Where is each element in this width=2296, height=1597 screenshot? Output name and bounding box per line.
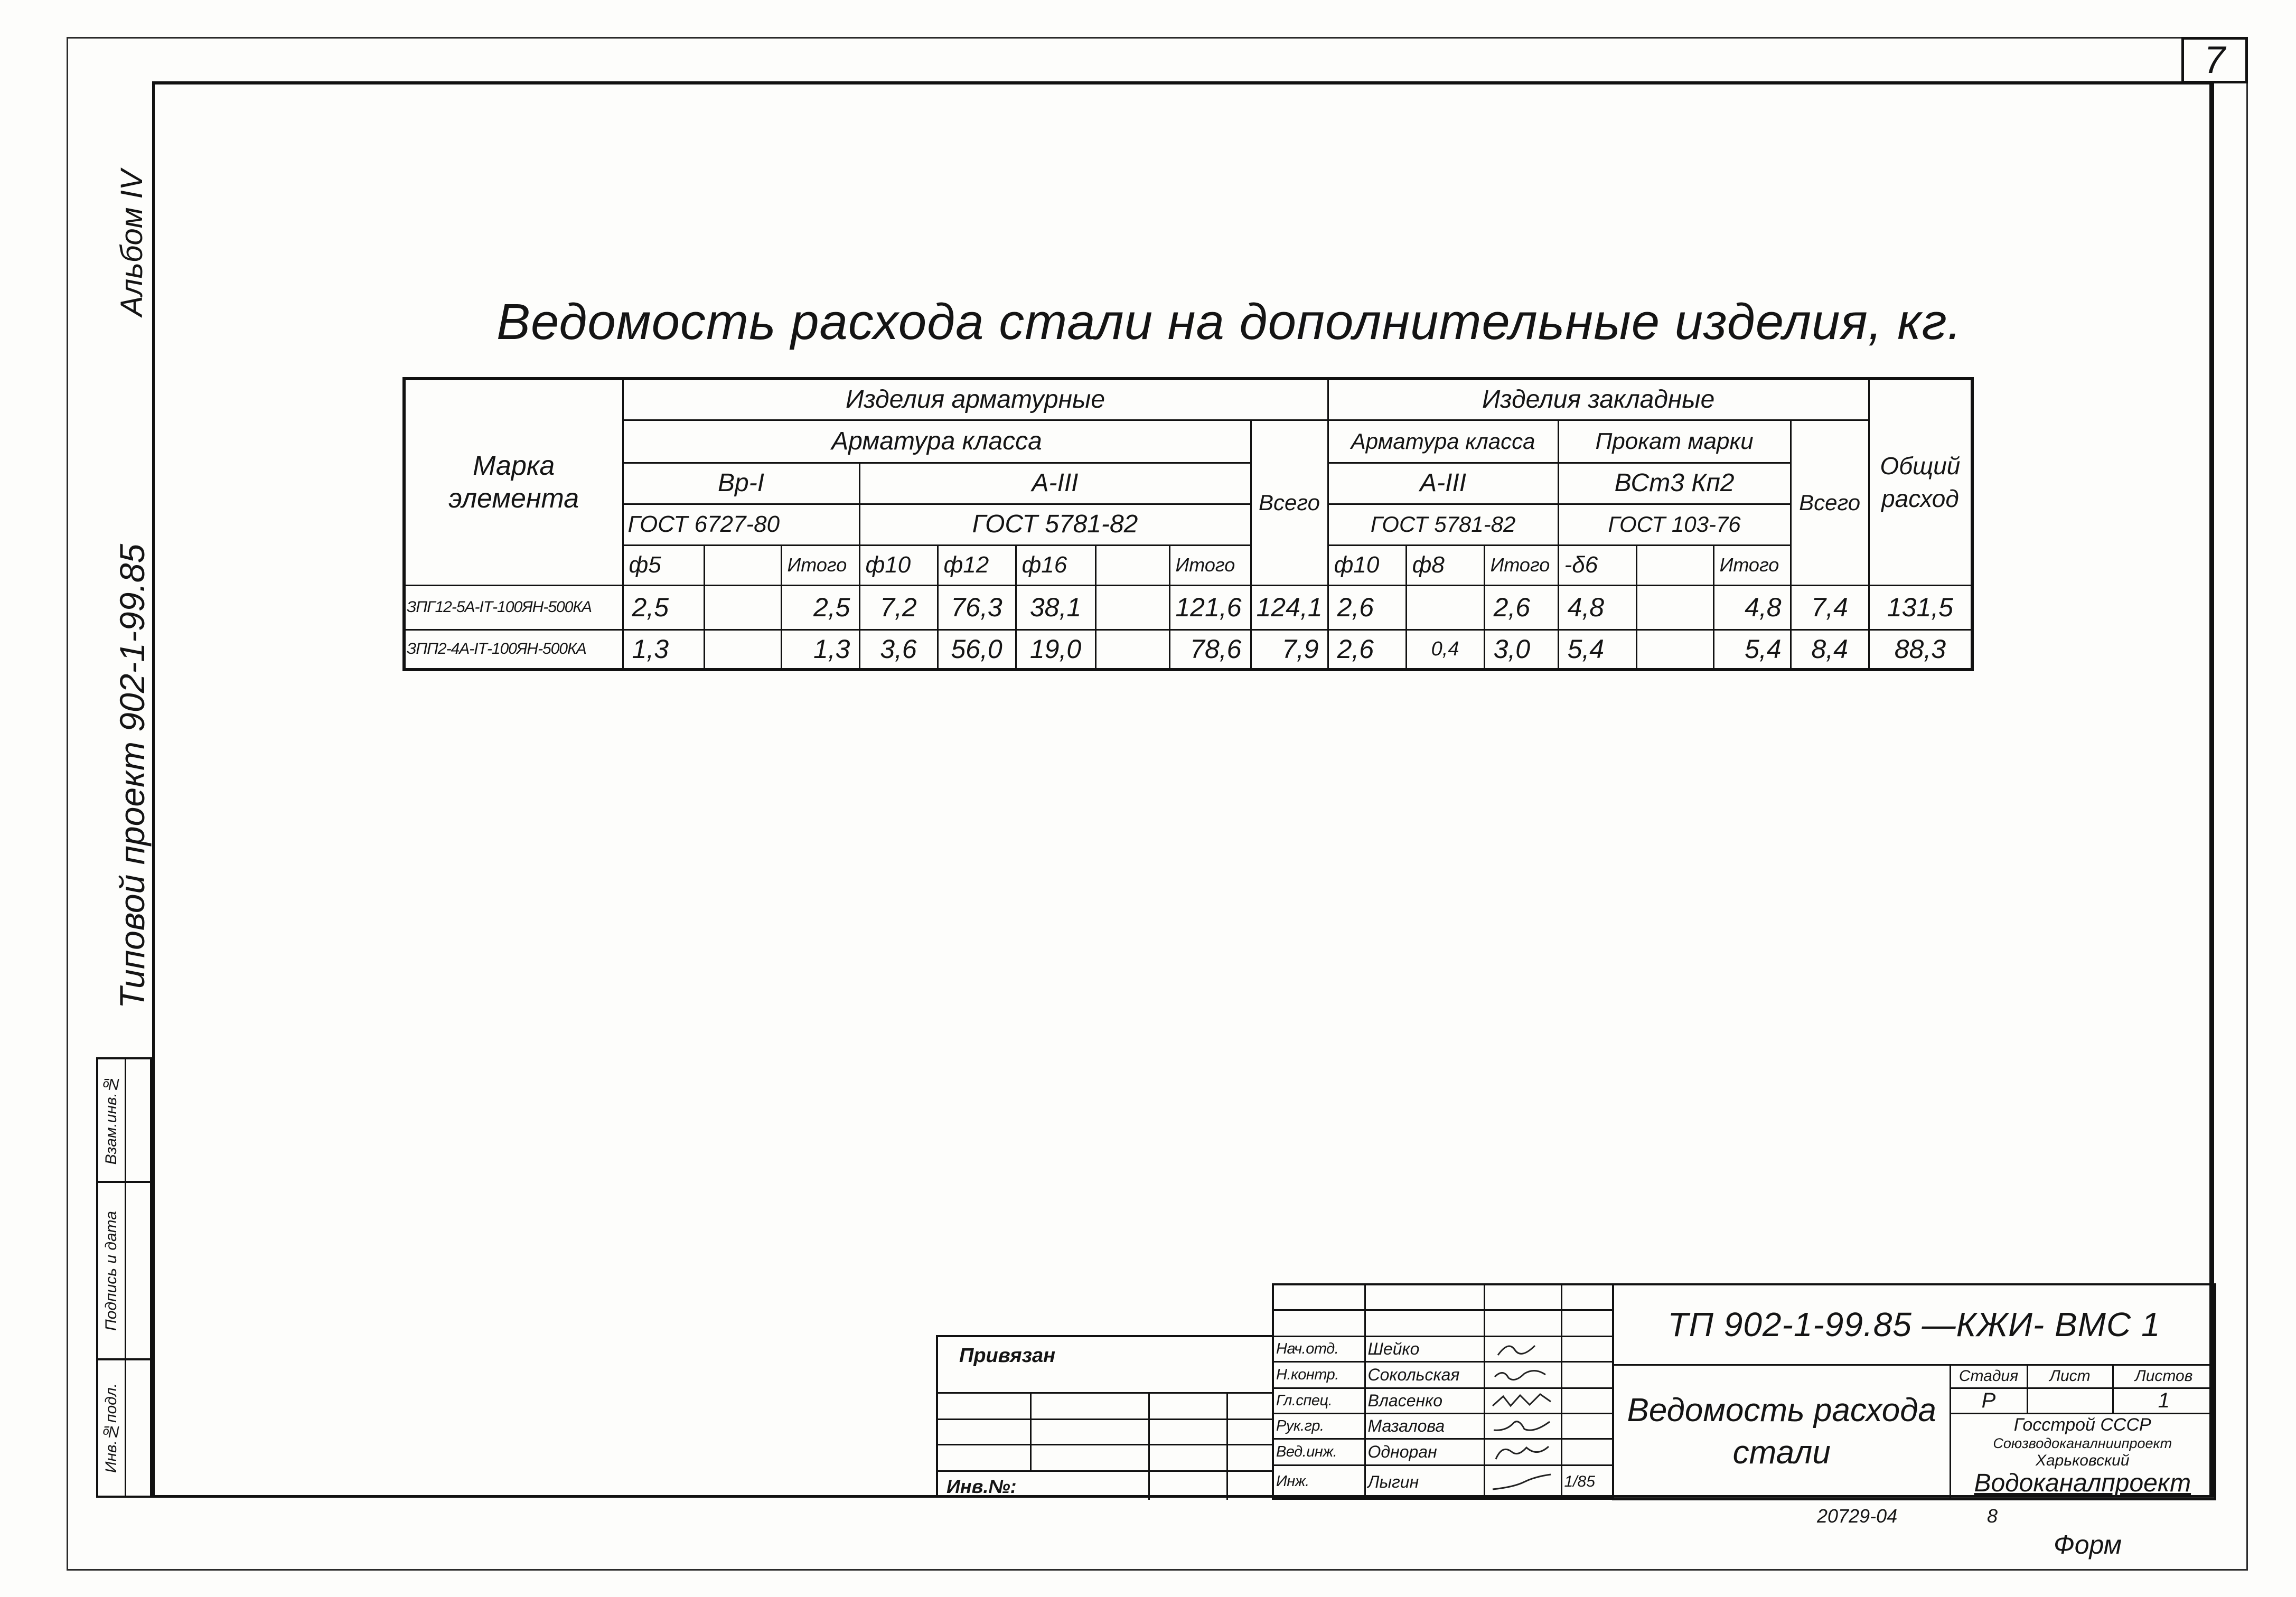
- table-cell: [704, 585, 781, 630]
- header-mark: Марка элемента: [404, 379, 623, 585]
- header-gost-6727: ГОСТ 6727-80: [623, 504, 859, 545]
- signature-name: Одноран: [1365, 1439, 1484, 1465]
- stage-value: Р: [1950, 1388, 2027, 1413]
- org-line: Госстрой СССР: [2013, 1414, 2151, 1435]
- table-cell: 2,5: [623, 585, 704, 630]
- table-cell: 7,2: [859, 585, 938, 630]
- signature-name: Власенко: [1365, 1388, 1484, 1413]
- copy-number: 8: [1987, 1505, 1998, 1527]
- signature-mark: [1484, 1361, 1561, 1388]
- table-cell: [1095, 585, 1169, 630]
- subheader-cell: ф16: [1016, 545, 1095, 585]
- drawing-code: ТП 902-1-99.85 —КЖИ- ВМС 1: [1613, 1284, 2215, 1365]
- table-row: [404, 585, 1972, 630]
- page-number: 7: [2181, 37, 2248, 83]
- table-cell: 3,0: [1484, 630, 1558, 670]
- table-cell: [1636, 630, 1713, 670]
- table-cell: 4,8: [1558, 585, 1636, 630]
- element-mark: ЗПГ12-5А-IТ-100ЯН-500КА: [404, 585, 623, 630]
- subheader-cell: ф12: [938, 545, 1016, 585]
- signature-name: Лыгин: [1365, 1465, 1484, 1499]
- subheader-cell: ф10: [1328, 545, 1406, 585]
- title-block: [1612, 1283, 2216, 1500]
- strip-sign-date: [96, 1181, 152, 1360]
- sheet-name: Ведомость расхода стали: [1613, 1365, 1950, 1499]
- table-cell: [1406, 585, 1484, 630]
- subheader-cell: Итого: [1169, 545, 1251, 585]
- binding-label: Привязан: [959, 1345, 1056, 1367]
- stage-label: Стадия: [1950, 1365, 2027, 1388]
- org-line: Харьковский: [2035, 1451, 2130, 1469]
- strip-sign-date-label: Подпись и дата: [102, 1210, 120, 1331]
- signature-date: [1561, 1361, 1613, 1388]
- signature-row: [1273, 1465, 1613, 1499]
- signature-row: [1273, 1413, 1613, 1439]
- signature-role: Инж.: [1273, 1465, 1365, 1499]
- header-total-consumption: Общий расход: [1869, 379, 1972, 585]
- table-cell: 78,6: [1169, 630, 1251, 670]
- strip-replace-inv: [96, 1057, 152, 1183]
- signature-role: Н.контр.: [1273, 1361, 1365, 1388]
- signature-mark: [1484, 1388, 1561, 1413]
- table-cell: 1,3: [623, 630, 704, 670]
- table-cell: 2,5: [781, 585, 859, 630]
- table-cell: 56,0: [938, 630, 1016, 670]
- table-cell: 76,3: [938, 585, 1016, 630]
- signature-row: [1273, 1361, 1613, 1388]
- strip-inv-orig-label: Инв.№подл.: [102, 1383, 120, 1473]
- strip-replace-inv-label: Взам.инв.№: [102, 1075, 120, 1165]
- subheader-cell: [1095, 545, 1169, 585]
- header-embedded-products: Изделия закладные: [1328, 379, 1869, 420]
- signature-block: [1272, 1283, 1614, 1500]
- table-cell: [1095, 630, 1169, 670]
- table-cell: 131,5: [1869, 585, 1972, 630]
- header-rebar-class-right: Арматура класса: [1328, 420, 1558, 463]
- organization: [1950, 1413, 2215, 1499]
- album-label: Альбом IV: [115, 170, 149, 316]
- steel-consumption-table: [402, 377, 1974, 671]
- table-cell: 2,6: [1484, 585, 1558, 630]
- subheader-cell: ф5: [623, 545, 704, 585]
- org-line: Союзводоканалниипроект: [1993, 1435, 2172, 1451]
- table-cell: 5,4: [1713, 630, 1791, 670]
- signature-row: [1273, 1388, 1613, 1413]
- subheader-cell: ф10: [859, 545, 938, 585]
- header-class-a3-left: А-III: [859, 463, 1251, 504]
- header-class-a3-right: А-III: [1328, 463, 1558, 504]
- signature-role: Нач.отд.: [1273, 1336, 1365, 1361]
- table-cell: 121,6: [1169, 585, 1251, 630]
- signature-date: [1561, 1413, 1613, 1439]
- signature-date: [1561, 1439, 1613, 1465]
- table-cell: 88,3: [1869, 630, 1972, 670]
- table-cell: 4,8: [1713, 585, 1791, 630]
- table-cell: 19,0: [1016, 630, 1095, 670]
- subheader-cell: [1636, 545, 1713, 585]
- signature-role: Гл.спец.: [1273, 1388, 1365, 1413]
- document-title: Ведомость расхода стали на дополнительные изделия, кг.: [496, 294, 1962, 350]
- header-total-right: Всего: [1791, 420, 1869, 585]
- sheet-label: Лист: [2027, 1365, 2113, 1388]
- sheet-value: [2027, 1388, 2113, 1413]
- table-cell: 2,6: [1328, 630, 1406, 670]
- element-mark: ЗПП2-4А-IТ-100ЯН-500КА: [404, 630, 623, 670]
- header-rebar-products: Изделия арматурные: [623, 379, 1328, 420]
- table-cell: 1,3: [781, 630, 859, 670]
- table-row: [404, 630, 1972, 670]
- binding-inv-label: Инв.№:: [946, 1476, 1017, 1497]
- sheets-value: 1: [2113, 1388, 2215, 1413]
- table-cell: 5,4: [1558, 630, 1636, 670]
- header-rolled-grade: Прокат марки: [1558, 420, 1791, 463]
- signature-mark: [1484, 1439, 1561, 1465]
- project-label: Типовой проект 902-1-99.85: [113, 543, 152, 1009]
- format-label: Форм: [2054, 1530, 2122, 1560]
- table-cell: 7,4: [1791, 585, 1869, 630]
- signature-date: 1/85: [1561, 1465, 1613, 1499]
- table-cell: 8,4: [1791, 630, 1869, 670]
- table-cell: [704, 630, 781, 670]
- header-total-left: Всего: [1251, 420, 1328, 585]
- signature-name: Шейко: [1365, 1336, 1484, 1361]
- subheader-cell: Итого: [1713, 545, 1791, 585]
- signature-date: [1561, 1336, 1613, 1361]
- header-gost-5781-left: ГОСТ 5781-82: [859, 504, 1251, 545]
- sheets-label: Листов: [2113, 1365, 2215, 1388]
- subheader-cell: ф8: [1406, 545, 1484, 585]
- table-cell: 0,4: [1406, 630, 1484, 670]
- signature-row: [1273, 1336, 1613, 1361]
- subheader-cell: [704, 545, 781, 585]
- table-cell: 38,1: [1016, 585, 1095, 630]
- header-grade-vst3: ВСт3 Кп2: [1558, 463, 1791, 504]
- archive-number: 20729-04: [1817, 1505, 1898, 1527]
- table-cell: [1636, 585, 1713, 630]
- signature-date: [1561, 1388, 1613, 1413]
- table-cell: 124,1: [1251, 585, 1328, 630]
- strip-inv-orig: [96, 1358, 152, 1498]
- subheader-cell: Итого: [1484, 545, 1558, 585]
- signature-mark: [1484, 1413, 1561, 1439]
- org-line: Водоканалпроект: [1974, 1469, 2191, 1498]
- subheader-cell: -δ6: [1558, 545, 1636, 585]
- signature-name: Сокольская: [1365, 1361, 1484, 1388]
- table-cell: 2,6: [1328, 585, 1406, 630]
- table-cell: 3,6: [859, 630, 938, 670]
- header-gost-103: ГОСТ 103-76: [1558, 504, 1791, 545]
- binding-block: [936, 1335, 1272, 1498]
- subheader-cell: Итого: [781, 545, 859, 585]
- signature-role: Рук.гр.: [1273, 1413, 1365, 1439]
- signature-mark: [1484, 1465, 1561, 1499]
- signature-row: [1273, 1439, 1613, 1465]
- header-rebar-class-left: Арматура класса: [623, 420, 1251, 463]
- signature-role: Вед.инж.: [1273, 1439, 1365, 1465]
- signature-mark: [1484, 1336, 1561, 1361]
- signature-name: Мазалова: [1365, 1413, 1484, 1439]
- header-gost-5781-right: ГОСТ 5781-82: [1328, 504, 1558, 545]
- table-cell: 7,9: [1251, 630, 1328, 670]
- header-class-vr1: Вр-I: [623, 463, 859, 504]
